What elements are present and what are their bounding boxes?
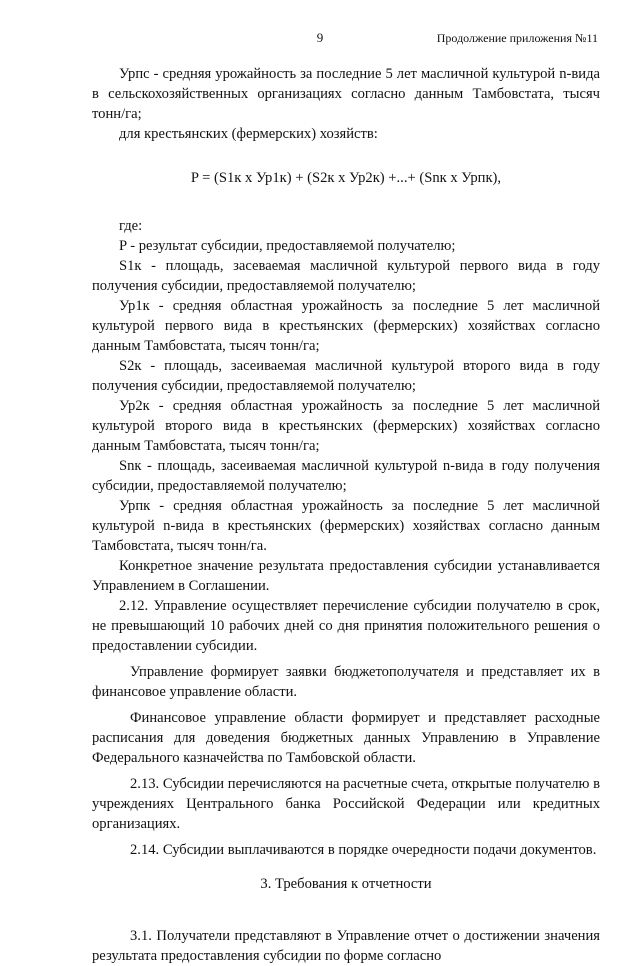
paragraph-2-14: 2.14. Субсидии выплачиваются в порядке очередности подачи документов. [130, 842, 597, 858]
document-body [92, 64, 600, 966]
paragraph-finance-schedules: Финансовое управление области формирует и представляет расходные расписания для доведения бюджетных данных Управлению в Управление Федерального казначейства по Тамбовской области. [92, 710, 600, 766]
paragraph-urpk: Урпк - средняя областная урожайность за последние 5 лет масличной культурой n-вида в крестьянских (фермерских) хозяйствах согласно данным Тамбовстата, тысяч тонн/га. [92, 498, 600, 554]
paragraph-farms-intro: для крестьянских (фермерских) хозяйств: [119, 126, 378, 142]
paragraph-s2k: S2к - площадь, засеиваемая масличной культурой второго вида в году получения субсидии, предоставляемой получателю; [92, 358, 600, 394]
appendix-note: Продолжение приложения №11 [436, 31, 598, 45]
paragraph-p-definition: P - результат субсидии, предоставляемой получателю; [119, 238, 456, 254]
paragraph-where: где: [119, 218, 143, 234]
paragraph-s1k: S1к - площадь, засеваемая масличной культурой первого вида в году получения субсидии, предоставляемой получателю; [92, 258, 600, 294]
paragraph-ur1k: Ур1к - средняя областная урожайность за последние 5 лет масличной культурой первого вида в крестьянских (фермерских) хозяйствах согласно данным Тамбовстата, тысяч тонн/га; [92, 298, 600, 354]
paragraph-result-value: Конкретное значение результата предоставления субсидии устанавливается Управлением в Соглашении. [92, 558, 600, 594]
paragraph-urps: Урпс - средняя урожайность за последние 5 лет масличной культурой n-вида в сельскохозяйственных организациях согласно данным Тамбовстата, тысяч тонн/га; [92, 66, 600, 122]
paragraph-ur2k: Ур2к - средняя областная урожайность за последние 5 лет масличной культурой второго вида в крестьянских (фермерских) хозяйствах согласно данным Тамбовстата, тысяч тонн/га; [92, 398, 600, 454]
paragraph-requests: Управление формирует заявки бюджетополучателя и представляет их в финансовое управление области. [92, 664, 600, 700]
paragraph-3-1: 3.1. Получатели представляют в Управление отчет о достижении значения результата предоставления субсидии по форме согласно [92, 928, 600, 964]
page-number: 9 [316, 30, 324, 45]
section-title: 3. Требования к отчетности [260, 876, 432, 892]
paragraph-2-13: 2.13. Субсидии перечисляются на расчетные счета, открытые получателю в учреждениях Центрального банка Российской Федерации или кредитных организациях. [92, 776, 600, 832]
paragraph-snk: Snк - площадь, засеиваемая масличной культурой n-вида в году получения субсидии, предоставляемой получателю; [92, 458, 600, 494]
paragraph-2-12: 2.12. Управление осуществляет перечисление субсидии получателю в срок, не превышающий 10 рабочих дней со дня принятия положительного решения о предоставлении субсидии. [92, 598, 600, 654]
formula: P = (S1к x Ур1к) + (S2к x Ур2к) +...+ (Snк x Урпк), [190, 170, 502, 186]
